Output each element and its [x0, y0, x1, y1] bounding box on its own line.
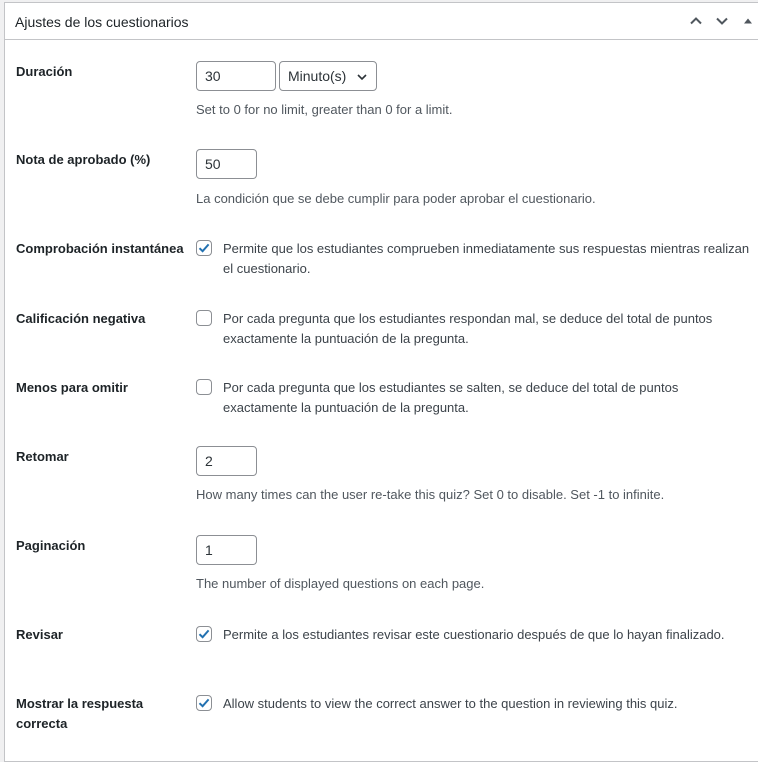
- negative-marking-text: Por cada pregunta que los estudiantes respondan mal, se deduce del total de puntos exactamente la puntuación de la pregunta.: [223, 311, 713, 346]
- checkmark-icon: [197, 627, 211, 641]
- instant-check-text: Permite que los estudiantes comprueben inmediatamente sus respuestas mientras realizan el cuestionario.: [223, 241, 750, 276]
- negative-marking-checkbox[interactable]: [196, 310, 212, 326]
- show-correct-label: Mostrar la respuesta correcta: [16, 696, 144, 731]
- toggle-panel-button[interactable]: [738, 11, 758, 31]
- review-checkbox[interactable]: [196, 626, 212, 642]
- pagination-description: The number of displayed questions on each page.: [196, 576, 485, 591]
- pagination-label: Paginación: [16, 538, 86, 553]
- checkmark-icon: [197, 241, 211, 255]
- move-down-button[interactable]: [712, 11, 732, 31]
- retake-label: Retomar: [16, 449, 69, 464]
- duration-unit-value: Minuto(s): [288, 68, 347, 84]
- panel-header: [5, 3, 758, 40]
- passing-grade-input[interactable]: 50: [196, 149, 257, 179]
- instant-check-checkbox[interactable]: [196, 240, 212, 256]
- minus-skip-text: Por cada pregunta que los estudiantes se salten, se deduce del total de puntos exactamente la puntuación de la pregunta.: [223, 380, 679, 415]
- pagination-input[interactable]: 1: [196, 535, 257, 565]
- duration-label: Duración: [16, 64, 73, 79]
- duration-unit-select[interactable]: [279, 61, 377, 91]
- triangle-up-icon: [743, 16, 753, 26]
- negative-marking-label: Calificación negativa: [16, 311, 146, 326]
- show-correct-checkbox[interactable]: [196, 695, 212, 711]
- panel-title: Ajustes de los cuestionarios: [15, 14, 189, 30]
- review-text: Permite a los estudiantes revisar este cuestionario después de que lo hayan finalizado.: [223, 627, 725, 642]
- instant-check-label: Comprobación instantánea: [16, 241, 184, 256]
- chevron-down-icon: [715, 14, 729, 28]
- show-correct-text: Allow students to view the correct answer to the question in reviewing this quiz.: [223, 696, 678, 711]
- chevron-down-icon: [356, 71, 368, 83]
- retake-description: How many times can the user re-take this quiz? Set 0 to disable. Set -1 to infinite.: [196, 487, 665, 502]
- retake-input[interactable]: 2: [196, 446, 257, 476]
- move-up-button[interactable]: [686, 11, 706, 31]
- duration-description: Set to 0 for no limit, greater than 0 for a limit.: [196, 102, 453, 117]
- checkmark-icon: [197, 696, 211, 710]
- minus-skip-checkbox[interactable]: [196, 379, 212, 395]
- review-label: Revisar: [16, 627, 63, 642]
- minus-skip-label: Menos para omitir: [16, 380, 128, 395]
- passing-grade-description: La condición que se debe cumplir para poder aprobar el cuestionario.: [196, 191, 596, 206]
- duration-input[interactable]: 30: [196, 61, 276, 91]
- passing-grade-label: Nota de aprobado (%): [16, 152, 151, 167]
- chevron-up-icon: [689, 14, 703, 28]
- quiz-settings-panel: [4, 2, 758, 762]
